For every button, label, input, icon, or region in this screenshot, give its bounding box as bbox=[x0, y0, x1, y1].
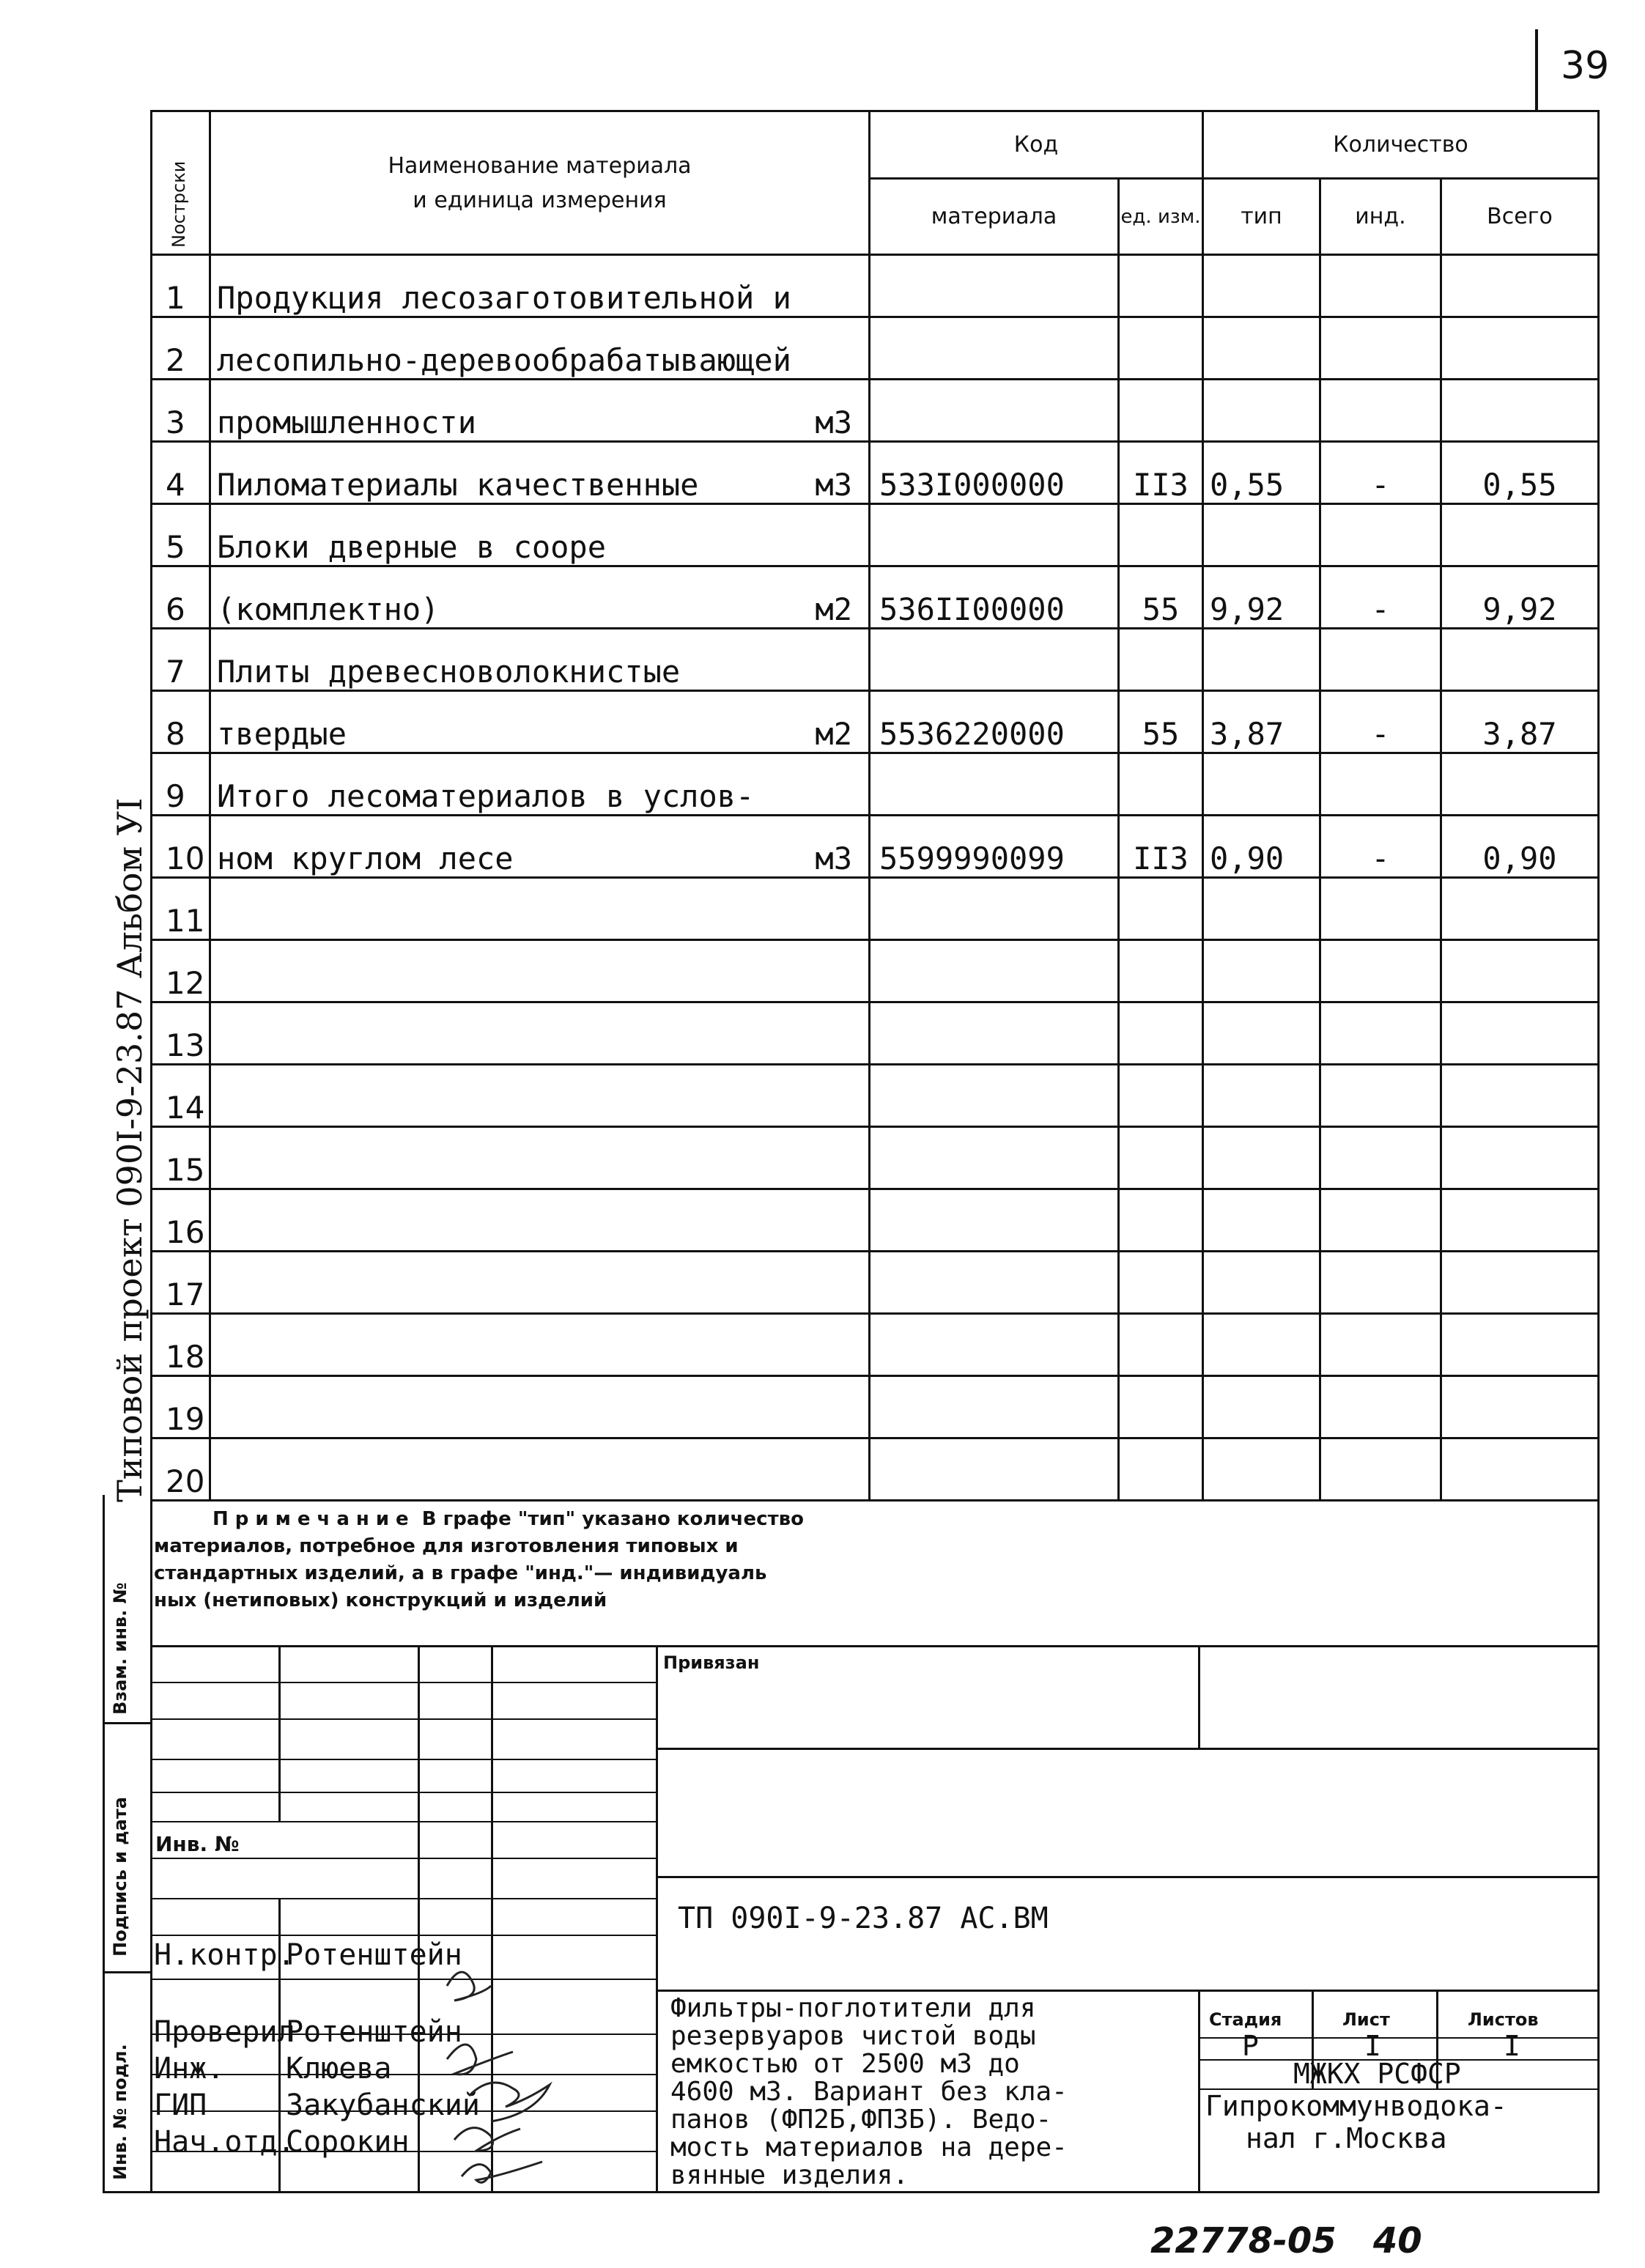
document-title-line: 4600 м3. Вариант без кла- bbox=[670, 2077, 1068, 2107]
document-title-line: Фильтры-поглотители для bbox=[670, 1993, 1036, 2023]
qty-total bbox=[1441, 1376, 1599, 1438]
qty-ind-header: инд. bbox=[1320, 179, 1441, 255]
material-name bbox=[210, 1065, 870, 1127]
qty-ind bbox=[1320, 940, 1441, 1002]
page-number: 39 bbox=[1561, 44, 1610, 88]
table-row bbox=[152, 1314, 1599, 1376]
material-name-text: лесопильно-деревообрабатывающей bbox=[217, 342, 791, 378]
qty-ind bbox=[1320, 1438, 1441, 1501]
material-name bbox=[210, 691, 870, 753]
table-row bbox=[152, 442, 1599, 504]
table-row bbox=[152, 504, 1599, 566]
material-name-text: Итого лесоматериалов в услов- bbox=[217, 778, 755, 814]
unit-code: II3 bbox=[1119, 816, 1203, 878]
row-number: 7 bbox=[152, 629, 210, 691]
material-name bbox=[210, 504, 870, 566]
table-row bbox=[152, 691, 1599, 753]
document-title-line: мость материалов на дере- bbox=[670, 2132, 1068, 2162]
qty-total bbox=[1441, 255, 1599, 317]
document-title-line: емкостью от 2500 м3 до bbox=[670, 2049, 1020, 2079]
qty-ind bbox=[1320, 1314, 1441, 1376]
unit-code bbox=[1119, 878, 1203, 940]
material-unit: м2 bbox=[815, 716, 852, 752]
material-unit: м2 bbox=[815, 591, 852, 627]
qty-total bbox=[1441, 1065, 1599, 1127]
qty-ind bbox=[1320, 1189, 1441, 1252]
qty-typ bbox=[1203, 940, 1320, 1002]
table-row bbox=[152, 566, 1599, 629]
inv-no-label: Инв. № bbox=[155, 1832, 240, 1856]
sheet-label: Лист bbox=[1342, 2009, 1390, 2030]
document-title-line: резервуаров чистой воды bbox=[670, 2021, 1036, 2051]
row-number: 12 bbox=[152, 940, 210, 1002]
material-name bbox=[210, 940, 870, 1002]
qty-typ bbox=[1203, 1189, 1320, 1252]
qty-typ bbox=[1203, 878, 1320, 940]
qty-total: 3,87 bbox=[1441, 691, 1599, 753]
material-name-text: твердые bbox=[217, 716, 347, 752]
notes-line-1: В графе "тип" указано количество bbox=[421, 1508, 804, 1530]
qty-total bbox=[1441, 1002, 1599, 1065]
notes-head: Примечание bbox=[212, 1508, 415, 1530]
qty-total bbox=[1441, 317, 1599, 380]
table-row bbox=[152, 1002, 1599, 1065]
unit-code bbox=[1119, 504, 1203, 566]
table-row bbox=[152, 940, 1599, 1002]
material-name bbox=[210, 816, 870, 878]
material-name bbox=[210, 317, 870, 380]
qty-typ: 3,87 bbox=[1203, 691, 1320, 753]
qty-total bbox=[1441, 1252, 1599, 1314]
notes bbox=[154, 1506, 960, 1614]
material-name bbox=[210, 629, 870, 691]
qty-total bbox=[1441, 1189, 1599, 1252]
material-code bbox=[870, 380, 1119, 442]
qty-typ bbox=[1203, 1065, 1320, 1127]
material-name bbox=[210, 753, 870, 816]
table-row bbox=[152, 1189, 1599, 1252]
material-name bbox=[210, 380, 870, 442]
qty-ind: - bbox=[1320, 566, 1441, 629]
material-name bbox=[210, 1189, 870, 1252]
doc-code: ТП 090I-9-23.87 АС.ВМ bbox=[678, 1902, 1049, 1935]
material-name bbox=[210, 1438, 870, 1501]
table-row bbox=[152, 878, 1599, 940]
row-number: 10 bbox=[152, 816, 210, 878]
qty-total-header: Всего bbox=[1441, 179, 1599, 255]
material-code bbox=[870, 1252, 1119, 1314]
qty-ind: - bbox=[1320, 691, 1441, 753]
material-code bbox=[870, 255, 1119, 317]
row-number: 15 bbox=[152, 1127, 210, 1189]
signer-role: Н.контр. bbox=[154, 1938, 295, 1972]
material-name-text: ном круглом лесе bbox=[217, 841, 514, 876]
row-number: 1 bbox=[152, 255, 210, 317]
material-code bbox=[870, 1189, 1119, 1252]
qty-ind bbox=[1320, 317, 1441, 380]
qty-typ bbox=[1203, 1376, 1320, 1438]
material-code bbox=[870, 1002, 1119, 1065]
name-header: Наименование материала и единица измерения bbox=[210, 111, 870, 255]
table-row bbox=[152, 816, 1599, 878]
material-name-text: промышленности bbox=[217, 405, 477, 440]
code-group-header: Код bbox=[870, 111, 1203, 179]
qty-ind: - bbox=[1320, 816, 1441, 878]
inv-label: Инв. № подл. bbox=[110, 2044, 130, 2180]
qty-ind bbox=[1320, 255, 1441, 317]
row-number: 17 bbox=[152, 1252, 210, 1314]
unit-code bbox=[1119, 753, 1203, 816]
table-row bbox=[152, 1376, 1599, 1438]
margin-divider-2 bbox=[103, 1971, 150, 1973]
notes-line-3: стандартных изделий, а в графе "инд."— индивидуаль bbox=[154, 1562, 767, 1584]
qty-total bbox=[1441, 1127, 1599, 1189]
unit-code bbox=[1119, 1189, 1203, 1252]
table-row bbox=[152, 1252, 1599, 1314]
material-code: 5536220000 bbox=[870, 691, 1119, 753]
material-name bbox=[210, 566, 870, 629]
qty-typ bbox=[1203, 317, 1320, 380]
document-title-line: панов (ФП2Б,ФП3Б). Ведо- bbox=[670, 2105, 1052, 2135]
table-row bbox=[152, 1438, 1599, 1501]
unit-code bbox=[1119, 1127, 1203, 1189]
qty-total bbox=[1441, 878, 1599, 940]
unit-code bbox=[1119, 1438, 1203, 1501]
vzam-label: Взам. инв. № bbox=[110, 1582, 130, 1715]
qty-total: 0,90 bbox=[1441, 816, 1599, 878]
material-unit: м3 bbox=[815, 405, 852, 440]
code-material-header: материала bbox=[870, 179, 1119, 255]
qty-ind bbox=[1320, 504, 1441, 566]
unit-code: 55 bbox=[1119, 691, 1203, 753]
row-number: 13 bbox=[152, 1002, 210, 1065]
row-number: 4 bbox=[152, 442, 210, 504]
unit-code bbox=[1119, 380, 1203, 442]
notes-line-2: материалов, потребное для изготовления типовых и bbox=[154, 1535, 739, 1557]
qty-typ bbox=[1203, 380, 1320, 442]
row-number-header: Nострски bbox=[152, 111, 210, 255]
sheets-value: I bbox=[1504, 2030, 1520, 2062]
material-code: 533I000000 bbox=[870, 442, 1119, 504]
sheet-value: I bbox=[1364, 2030, 1381, 2062]
material-code bbox=[870, 1065, 1119, 1127]
material-name bbox=[210, 1376, 870, 1438]
signer-role: Проверил bbox=[154, 2015, 295, 2049]
row-number: 14 bbox=[152, 1065, 210, 1127]
stage-label: Стадия bbox=[1209, 2009, 1282, 2030]
signer-name: Клюева bbox=[286, 2052, 392, 2086]
code-unit-header: ед. изм. bbox=[1119, 179, 1203, 255]
qty-ind bbox=[1320, 753, 1441, 816]
row-number: 16 bbox=[152, 1189, 210, 1252]
unit-code bbox=[1119, 1314, 1203, 1376]
material-name-text: (комплектно) bbox=[217, 591, 440, 627]
material-name bbox=[210, 442, 870, 504]
table-row bbox=[152, 317, 1599, 380]
table-row bbox=[152, 629, 1599, 691]
row-number: 6 bbox=[152, 566, 210, 629]
qty-total: 9,92 bbox=[1441, 566, 1599, 629]
material-code bbox=[870, 940, 1119, 1002]
document-title-line: вянные изделия. bbox=[670, 2160, 909, 2190]
qty-total bbox=[1441, 629, 1599, 691]
row-number: 9 bbox=[152, 753, 210, 816]
qty-ind bbox=[1320, 1252, 1441, 1314]
unit-code: 55 bbox=[1119, 566, 1203, 629]
signer-name: Ротенштейн bbox=[286, 2015, 462, 2049]
qty-total: 0,55 bbox=[1441, 442, 1599, 504]
org-line-2: Гипрокоммунводока- bbox=[1205, 2090, 1507, 2122]
material-unit: м3 bbox=[815, 841, 852, 876]
material-code: 536II00000 bbox=[870, 566, 1119, 629]
material-name bbox=[210, 1002, 870, 1065]
material-name-text: Блоки дверные в сооре bbox=[217, 529, 607, 565]
table-row bbox=[152, 380, 1599, 442]
row-number: 5 bbox=[152, 504, 210, 566]
material-name-text: Плиты древесноволокнистые bbox=[217, 654, 681, 690]
qty-total bbox=[1441, 1438, 1599, 1501]
signer-role: Нач.отд. bbox=[154, 2125, 295, 2159]
table-row bbox=[152, 753, 1599, 816]
qty-typ bbox=[1203, 255, 1320, 317]
unit-code bbox=[1119, 1252, 1203, 1314]
material-code bbox=[870, 1438, 1119, 1501]
qty-ind bbox=[1320, 1376, 1441, 1438]
unit-code bbox=[1119, 1065, 1203, 1127]
qty-total bbox=[1441, 504, 1599, 566]
material-code: 5599990099 bbox=[870, 816, 1119, 878]
qty-typ bbox=[1203, 629, 1320, 691]
row-number: 11 bbox=[152, 878, 210, 940]
quantity-group-header: Количество bbox=[1203, 111, 1599, 179]
left-margin-rule bbox=[103, 1495, 105, 2191]
row-number: 2 bbox=[152, 317, 210, 380]
signer-name: Закубанский bbox=[286, 2088, 480, 2122]
unit-code bbox=[1119, 317, 1203, 380]
material-name bbox=[210, 878, 870, 940]
qty-ind bbox=[1320, 1065, 1441, 1127]
archive-number: 22778-05 40 bbox=[1150, 2220, 1422, 2261]
privyazan-label: Привязан bbox=[663, 1652, 760, 1673]
material-code bbox=[870, 317, 1119, 380]
row-number: 8 bbox=[152, 691, 210, 753]
materials-table bbox=[150, 110, 1600, 1501]
qty-ind bbox=[1320, 1127, 1441, 1189]
row-number: 3 bbox=[152, 380, 210, 442]
signer-name: Сорокин bbox=[286, 2125, 410, 2159]
material-unit: м3 bbox=[815, 467, 852, 503]
qty-total bbox=[1441, 940, 1599, 1002]
qty-ind bbox=[1320, 380, 1441, 442]
qty-typ bbox=[1203, 504, 1320, 566]
material-name bbox=[210, 1127, 870, 1189]
row-number: 20 bbox=[152, 1438, 210, 1501]
material-name bbox=[210, 1314, 870, 1376]
material-code bbox=[870, 1127, 1119, 1189]
material-code bbox=[870, 1376, 1119, 1438]
org-line-3: нал г.Москва bbox=[1246, 2122, 1447, 2154]
row-number: 19 bbox=[152, 1376, 210, 1438]
material-code bbox=[870, 504, 1119, 566]
table-row bbox=[152, 255, 1599, 317]
signer-name: Ротенштейн bbox=[286, 1938, 462, 1972]
unit-code bbox=[1119, 940, 1203, 1002]
unit-code bbox=[1119, 1002, 1203, 1065]
qty-total bbox=[1441, 753, 1599, 816]
row-number: 18 bbox=[152, 1314, 210, 1376]
qty-typ bbox=[1203, 1438, 1320, 1501]
unit-code bbox=[1119, 1376, 1203, 1438]
qty-typ bbox=[1203, 1002, 1320, 1065]
qty-typ: 0,90 bbox=[1203, 816, 1320, 878]
material-code bbox=[870, 878, 1119, 940]
notes-line-4: ных (нетиповых) конструкций и изделий bbox=[154, 1589, 607, 1611]
qty-typ: 9,92 bbox=[1203, 566, 1320, 629]
podpis-label: Подпись и дата bbox=[110, 1797, 130, 1957]
sheets-label: Листов bbox=[1468, 2009, 1539, 2030]
qty-ind: - bbox=[1320, 442, 1441, 504]
qty-typ bbox=[1203, 753, 1320, 816]
material-name-text: Продукция лесозаготовительной и bbox=[217, 280, 791, 316]
qty-total bbox=[1441, 380, 1599, 442]
unit-code bbox=[1119, 255, 1203, 317]
qty-ind bbox=[1320, 878, 1441, 940]
org-line-1: МЖКХ РСФСР bbox=[1293, 2058, 1461, 2090]
material-code bbox=[870, 753, 1119, 816]
signer-role: Инж. bbox=[154, 2052, 225, 2086]
margin-divider-1 bbox=[103, 1722, 150, 1724]
qty-total bbox=[1441, 1314, 1599, 1376]
table-row bbox=[152, 1127, 1599, 1189]
side-title: Типовой проект 090I-9-23.87 Альбом УI bbox=[110, 797, 149, 1502]
table-row bbox=[152, 1065, 1599, 1127]
material-name bbox=[210, 1252, 870, 1314]
qty-typ: 0,55 bbox=[1203, 442, 1320, 504]
unit-code: II3 bbox=[1119, 442, 1203, 504]
qty-typ bbox=[1203, 1252, 1320, 1314]
qty-typ bbox=[1203, 1314, 1320, 1376]
stage-value: Р bbox=[1242, 2030, 1259, 2062]
material-code bbox=[870, 629, 1119, 691]
qty-ind bbox=[1320, 1002, 1441, 1065]
signatures bbox=[440, 1949, 659, 2191]
material-code bbox=[870, 1314, 1119, 1376]
unit-code bbox=[1119, 629, 1203, 691]
material-name-text: Пиломатериалы качественные bbox=[217, 467, 699, 503]
margin-divider-3 bbox=[103, 2191, 150, 2193]
qty-typ-header: тип bbox=[1203, 179, 1320, 255]
page-number-rule bbox=[1535, 29, 1538, 110]
signer-role: ГИП bbox=[154, 2088, 207, 2122]
qty-ind bbox=[1320, 629, 1441, 691]
material-name bbox=[210, 255, 870, 317]
qty-typ bbox=[1203, 1127, 1320, 1189]
